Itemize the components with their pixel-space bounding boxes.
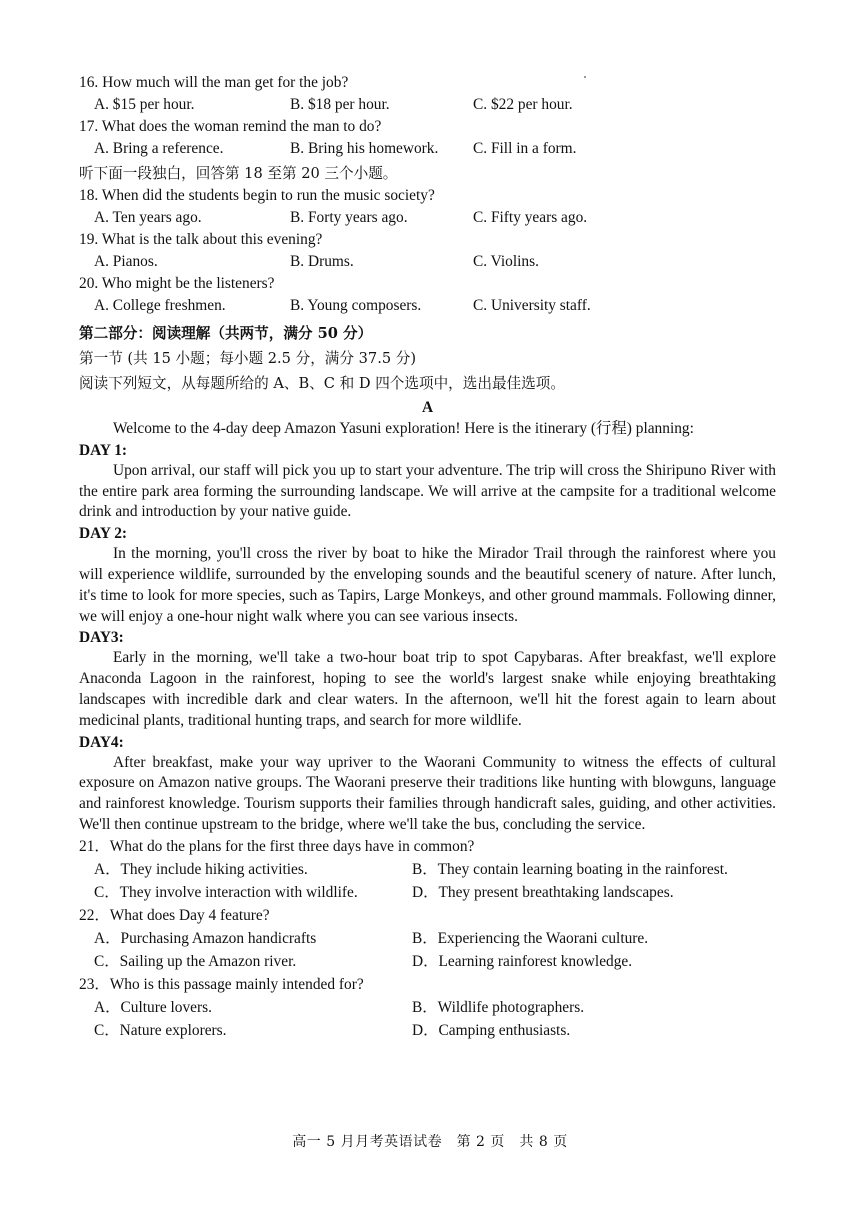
option-b: B．Experiencing the Waorani culture. bbox=[412, 929, 649, 947]
monologue-instruction: 听下面一段独白，回答第 18 至第 20 三个小题。 bbox=[79, 165, 398, 182]
part-title: 第二部分：阅读理解（共两节，满分 50 分） bbox=[79, 325, 373, 342]
reading-instruction: 阅读下列短文，从每题所给的 A、B、C 和 D 四个选项中，选出最佳选项。 bbox=[79, 375, 565, 392]
option-a: A．They include hiking activities. bbox=[94, 860, 308, 878]
section-title: 第一节 (共 15 小题；每小题 2.5 分，满分 37.5 分) bbox=[79, 350, 417, 367]
question-21: 21．What do the plans for the first three days have in common? bbox=[79, 837, 475, 855]
day-2-text: In the morning, you'll cross the river by boat to hike the Mirador Trail through the rainforest where you will experience wildlife, surrounded by the enveloping sounds and the beautiful scenery of nature. After lunch, it's time to look for more species, such as Tapirs, Large Monkeys, and other ground mammals. Following dinner, we will enjoy a one-hour night walk where you can see various insects. bbox=[79, 545, 776, 625]
question-23-options-row1 bbox=[79, 996, 776, 1020]
day-1-label: DAY 1: bbox=[79, 441, 128, 459]
option-b: B. $18 per hour. bbox=[290, 96, 390, 113]
question-16-options bbox=[79, 94, 776, 116]
option-c: C．Sailing up the Amazon river. bbox=[94, 953, 297, 971]
option-a: A. Ten years ago. bbox=[94, 209, 202, 226]
option-d: D．They present breathtaking landscapes. bbox=[412, 884, 674, 902]
passage-letter: A bbox=[421, 399, 434, 416]
question-21-options-row1 bbox=[79, 858, 776, 882]
question-16: 16. How much will the man get for the job? bbox=[79, 74, 349, 91]
day-4-text: After breakfast, make your way upriver to the Waorani Community to witness the effects of cultural exposure on Amazon native groups. The Waorani preserve their traditions like hunting with blowguns, language and rainforest knowledge. Tourism supports their families through handicraft sales, guiding, and other activities. We'll then continue upstream to the bridge, where we'll take the bus, concluding the service. bbox=[79, 753, 776, 833]
question-20-options bbox=[79, 295, 776, 317]
question-23: 23．Who is this passage mainly intended for? bbox=[79, 975, 364, 993]
option-c: C. Fill in a form. bbox=[473, 140, 577, 157]
day-3-label: DAY3: bbox=[79, 629, 124, 647]
question-21-options-row2 bbox=[79, 881, 776, 905]
option-c: C. Fifty years ago. bbox=[473, 209, 588, 226]
option-d: D．Camping enthusiasts. bbox=[412, 1022, 571, 1040]
option-c: C. $22 per hour. bbox=[473, 96, 573, 113]
page-footer: 高一 5 月月考英语试卷 第 2 页 共 8 页 bbox=[292, 1134, 568, 1150]
question-19-options bbox=[79, 251, 776, 273]
day-3-text: Early in the morning, we'll take a two-hour boat trip to spot Capybaras. After breakfast, we'll explore Anaconda Lagoon in the rainforest, hoping to see the world's largest snake while enjoying breathtaking landscapes with incredible dark and clear waters. In the afternoon, we'll hit the forest again to learn about medicinal plants, traditional hunting traps, and search for more wildlife. bbox=[79, 649, 776, 729]
day-2-label: DAY 2: bbox=[79, 525, 128, 543]
day-1-text: Upon arrival, our staff will pick you up to start your adventure. The trip will cross the Shiripuno River with the entire park area forming the surrounding landscape. We will arrive at the campsite for a traditional welcome drink and introduction by your native guide. bbox=[79, 461, 776, 521]
option-a: A. Pianos. bbox=[94, 253, 158, 270]
option-c: C．Nature explorers. bbox=[94, 1022, 227, 1040]
question-18-options bbox=[79, 207, 776, 229]
option-a: A．Culture lovers. bbox=[94, 998, 212, 1016]
option-c: C．They involve interaction with wildlife. bbox=[94, 884, 358, 902]
day-4-label: DAY4: bbox=[79, 733, 124, 751]
question-22-options-row2 bbox=[79, 950, 776, 974]
question-20: 20. Who might be the listeners? bbox=[79, 275, 275, 292]
question-23-options-row2 bbox=[79, 1019, 776, 1043]
exam-page bbox=[79, 72, 776, 1043]
question-17: 17. What does the woman remind the man to do? bbox=[79, 118, 382, 135]
option-b: B. Forty years ago. bbox=[290, 209, 408, 226]
question-19: 19. What is the talk about this evening? bbox=[79, 231, 323, 248]
option-c: C. University staff. bbox=[473, 297, 591, 314]
option-a: A. $15 per hour. bbox=[94, 96, 195, 113]
question-17-options bbox=[79, 138, 776, 160]
question-22-options-row1 bbox=[79, 927, 776, 951]
option-b: B. Young composers. bbox=[290, 297, 422, 314]
option-c: C. Violins. bbox=[473, 253, 539, 270]
option-d: D．Learning rainforest knowledge. bbox=[412, 953, 633, 971]
question-18: 18. When did the students begin to run the music society? bbox=[79, 187, 435, 204]
option-a: A．Purchasing Amazon handicrafts bbox=[94, 929, 317, 947]
option-b: B. Bring his homework. bbox=[290, 140, 439, 157]
option-b: B. Drums. bbox=[290, 253, 354, 270]
question-22: 22．What does Day 4 feature? bbox=[79, 906, 270, 924]
option-a: A. College freshmen. bbox=[94, 297, 226, 314]
passage-intro: Welcome to the 4-day deep Amazon Yasuni exploration! Here is the itinerary (行程) planning: bbox=[113, 420, 694, 437]
option-b: B．Wildlife photographers. bbox=[412, 998, 585, 1016]
option-b: B．They contain learning boating in the rainforest. bbox=[412, 860, 728, 878]
option-a: A. Bring a reference. bbox=[94, 140, 224, 157]
